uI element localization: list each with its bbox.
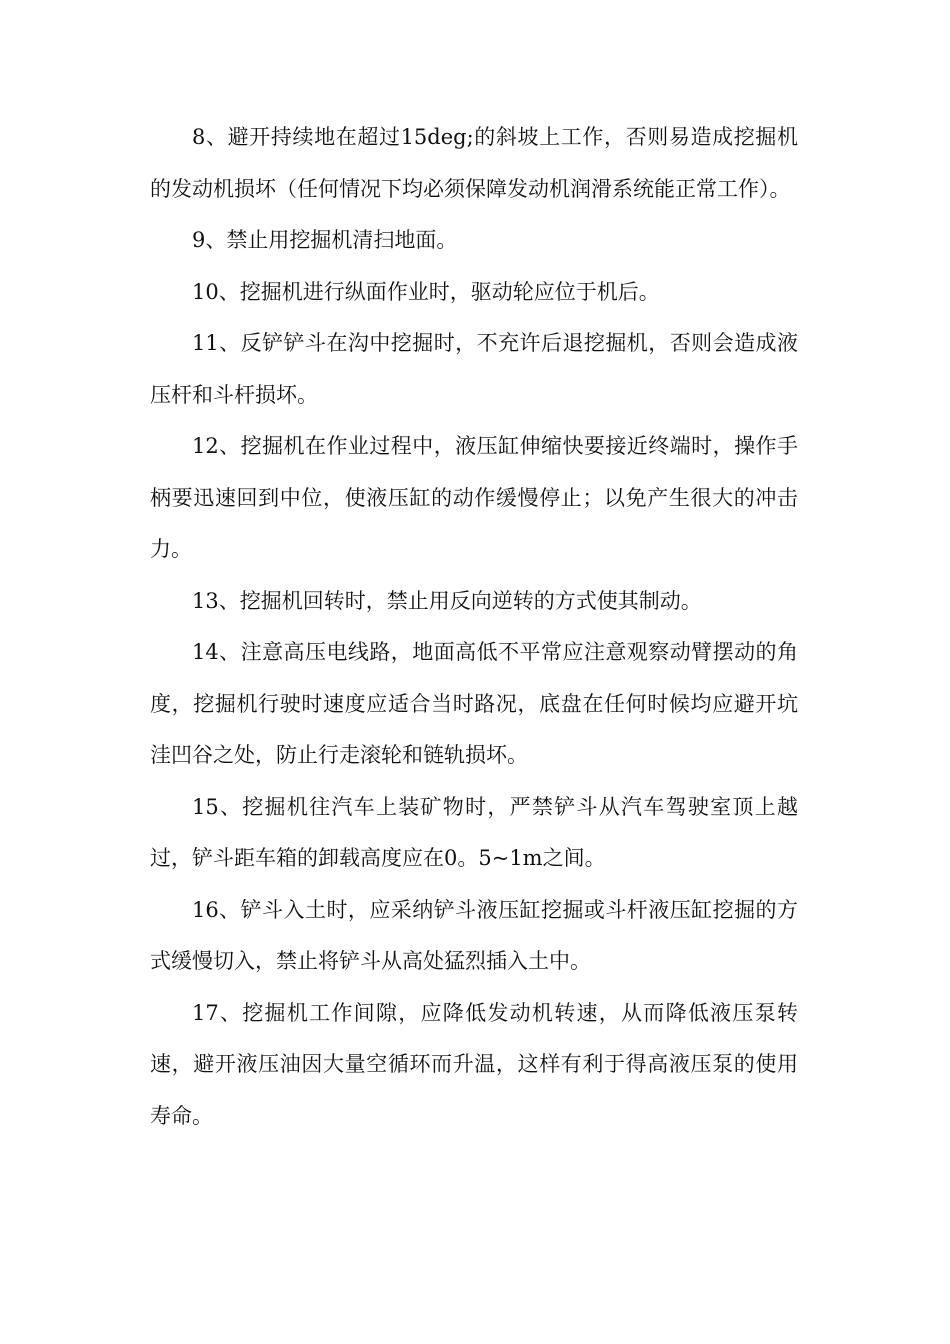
paragraph-item-14: 14、注意高压电线路，地面高低不平常应注意观察动臂摆动的角度，挖掘机行驶时速度应适合当时路况，底盘在任何时候均应避开坑洼凹谷之处，防止行走滚轮和链轨损坏。 [150, 640, 798, 767]
paragraph-item-13: 13、挖掘机回转时，禁止用反向逆转的方式使其制动。 [192, 588, 702, 613]
paragraph-item-17: 17、挖掘机工作间隙，应降低发动机转速，从而降低液压泵转速，避开液压油因大量空循环而升温，这样有利于得高液压泵的使用寿命。 [150, 1000, 798, 1128]
paragraph-item-12: 12、挖掘机在作业过程中，液压缸伸缩快要接近终端时，操作手柄要迅速回到中位，使液压缸的动作缓慢停止；以免产生很大的冲击力。 [150, 434, 798, 561]
paragraph-item-11: 11、反铲铲斗在沟中挖掘时，不充许后退挖掘机，否则会造成液压杆和斗杆损坏。 [150, 331, 798, 407]
paragraph-item-8: 8、避开持续地在超过15deg;的斜坡上工作，否则易造成挖掘机的发动机损坏（任何情况下均必须保障发动机润滑系统能正常工作）。 [150, 125, 798, 201]
paragraph-item-9: 9、禁止用挖掘机清扫地面。 [192, 228, 458, 252]
paragraph-item-15: 15、挖掘机往汽车上装矿物时，严禁铲斗从汽车驾驶室顶上越过，铲斗距车箱的卸载高度应在0。5~1m之间。 [150, 794, 798, 870]
paragraph-item-10: 10、挖掘机进行纵面作业时，驱动轮应位于机后。 [192, 279, 660, 304]
document-body [150, 112, 798, 1142]
paragraph-item-16: 16、铲斗入土时，应采纳铲斗液压缸挖掘或斗杆液压缸挖掘的方式缓慢切入，禁止将铲斗从高处猛烈插入土中。 [150, 897, 798, 973]
